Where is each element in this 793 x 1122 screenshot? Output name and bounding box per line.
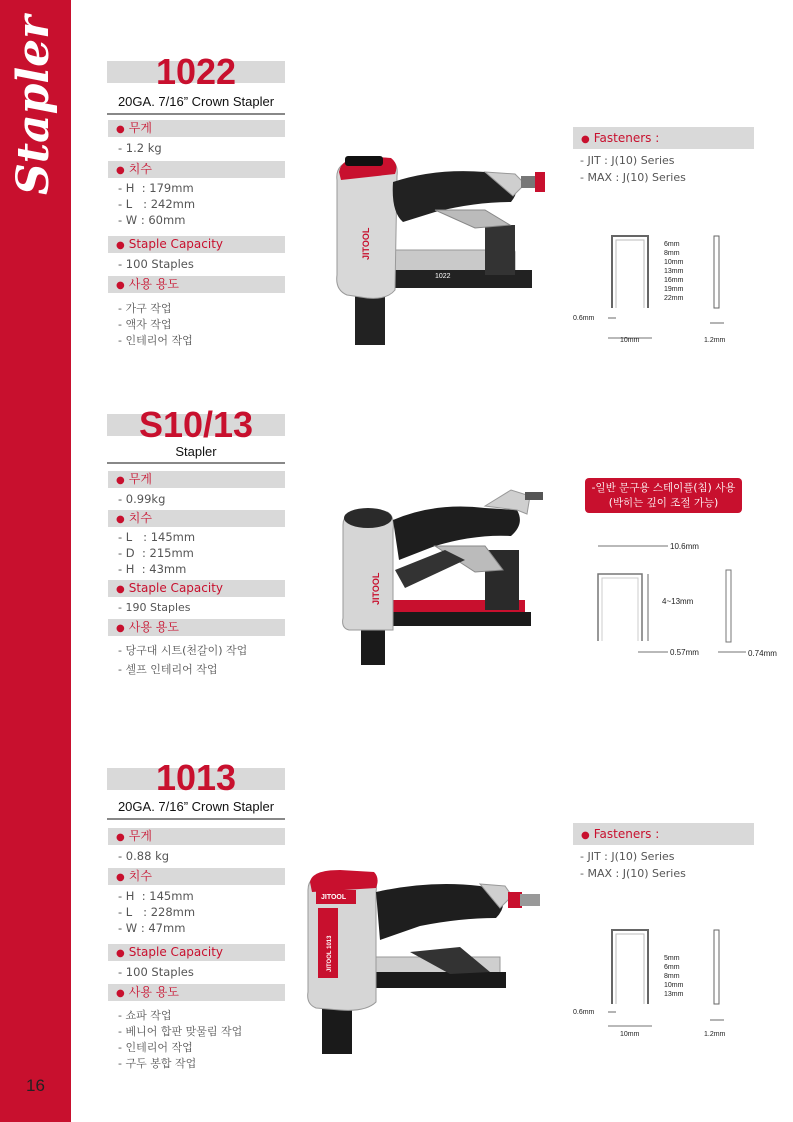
spec-usage-1: - 쇼파 작업 [118, 1009, 172, 1022]
length-label: 19mm [664, 286, 684, 293]
spec-head-usage: ● 사용 용도 [108, 984, 285, 1001]
page-divider [59, 1073, 60, 1099]
spec-weight: - 1.2 kg [118, 141, 162, 155]
crown-label: 10mm [620, 1031, 640, 1038]
model-number: 1022 [155, 51, 237, 92]
spec-head-weight: ● 무게 [108, 120, 285, 137]
model-number: S10/13 [138, 404, 254, 445]
sidebar [0, 0, 71, 1122]
spec-size-h: - H : 179mm [118, 181, 194, 195]
length-label: 10mm [664, 259, 684, 266]
spec-size-l: - L : 228mm [118, 905, 196, 919]
note-line-1: -일반 문구용 스테이플(침) 사용 [591, 482, 736, 494]
page-number: 16 [26, 1076, 45, 1095]
spec-head-capacity: ● Staple Capacity [108, 236, 285, 253]
spec-head-size: ● 치수 [108, 868, 285, 885]
length-label: 6mm [664, 964, 680, 971]
wire-label: 0.57mm [670, 648, 699, 657]
stapler-1022-image [325, 150, 550, 350]
fastener-jit: - JIT : J(10) Series [580, 154, 675, 167]
wire-label: 0.6mm [573, 1009, 595, 1016]
fastener-max: - MAX : J(10) Series [580, 867, 686, 880]
spec-capacity: - 100 Staples [118, 257, 194, 271]
thickness-label: 0.74mm [748, 649, 777, 658]
spec-usage-1: - 당구대 시트(천갈이) 작업 [118, 644, 248, 657]
sidebar-title: Stapler [8, 15, 59, 195]
spec-usage-4: - 구두 봉합 작업 [118, 1057, 197, 1070]
model-number: 1013 [155, 757, 237, 798]
crown-label: 10.6mm [670, 542, 699, 551]
model-underline [107, 818, 285, 820]
spec-head-capacity: ● Staple Capacity [108, 580, 285, 597]
length-label: 4~13mm [662, 597, 694, 606]
staple-diagram-1013 [568, 922, 748, 1042]
spec-head-size: ● 치수 [108, 510, 285, 527]
length-label: 8mm [664, 973, 680, 980]
spec-head-capacity: ● Staple Capacity [108, 944, 285, 961]
fastener-max: - MAX : J(10) Series [580, 171, 686, 184]
spec-size-l: - L : 145mm [118, 530, 196, 544]
spec-usage-2: - 셀프 인테리어 작업 [118, 663, 218, 676]
spec-head-size: ● 치수 [108, 161, 285, 178]
spec-size-w: - W : 47mm [118, 921, 186, 935]
stapler-brand-label: JITOOL [321, 894, 347, 901]
spec-size-h: - H : 43mm [118, 562, 187, 576]
model-subtitle: Stapler [175, 444, 217, 459]
wire-label: 0.6mm [573, 315, 595, 322]
crown-label: 10mm [620, 337, 640, 344]
spec-head-usage: ● 사용 용도 [108, 619, 285, 636]
spec-weight: - 0.88 kg [118, 849, 170, 863]
stapler-brand-label: JITOOL [371, 572, 381, 605]
spec-size-d: - D : 215mm [118, 546, 194, 560]
spec-usage-2: - 베니어 합판 맞물림 작업 [118, 1025, 243, 1038]
spec-usage-1: - 가구 작업 [118, 302, 172, 315]
fastener-jit: - JIT : J(10) Series [580, 850, 675, 863]
spec-usage-3: - 인테리어 작업 [118, 1041, 193, 1054]
stapler-brand-label: JITOOL [361, 227, 371, 260]
thickness-label: 1.2mm [704, 337, 726, 344]
staple-diagram-1022 [568, 228, 748, 348]
length-label: 22mm [664, 295, 684, 302]
stapler-body-label: JITOOL 1013 [327, 935, 333, 972]
length-label: 13mm [664, 991, 684, 998]
length-label: 8mm [664, 250, 680, 257]
length-label: 13mm [664, 268, 684, 275]
spec-size-h: - H : 145mm [118, 889, 194, 903]
spec-head-weight: ● 무게 [108, 828, 285, 845]
model-subtitle: 20GA. 7/16” Crown Stapler [117, 94, 275, 109]
thickness-label: 1.2mm [704, 1031, 726, 1038]
stapler-s10-13-image [335, 480, 550, 670]
note-line-2: (박히는 깊이 조절 가능) [608, 497, 719, 509]
spec-size-w: - W : 60mm [118, 213, 186, 227]
stapler-body-label: 1022 [435, 273, 451, 280]
model-underline [107, 462, 285, 464]
spec-usage-3: - 인테리어 작업 [118, 334, 193, 347]
length-label: 5mm [664, 955, 680, 962]
spec-weight: - 0.99kg [118, 492, 166, 506]
spec-head-weight: ● 무게 [108, 471, 285, 488]
model-underline [107, 113, 285, 115]
fasteners-head: ● Fasteners : [573, 127, 754, 149]
spec-capacity: - 190 Staples [118, 601, 191, 614]
spec-head-usage: ● 사용 용도 [108, 276, 285, 293]
spec-size-l: - L : 242mm [118, 197, 196, 211]
note-box [585, 478, 742, 513]
spec-usage-2: - 액자 작업 [118, 318, 172, 331]
model-subtitle: 20GA. 7/16” Crown Stapler [117, 799, 275, 814]
length-label: 16mm [664, 277, 684, 284]
spec-capacity: - 100 Staples [118, 965, 194, 979]
length-label: 10mm [664, 982, 684, 989]
fasteners-head: ● Fasteners : [573, 823, 754, 845]
length-label: 6mm [664, 241, 680, 248]
staple-diagram-s10-13 [578, 536, 788, 666]
stapler-1013-image [300, 862, 550, 1062]
